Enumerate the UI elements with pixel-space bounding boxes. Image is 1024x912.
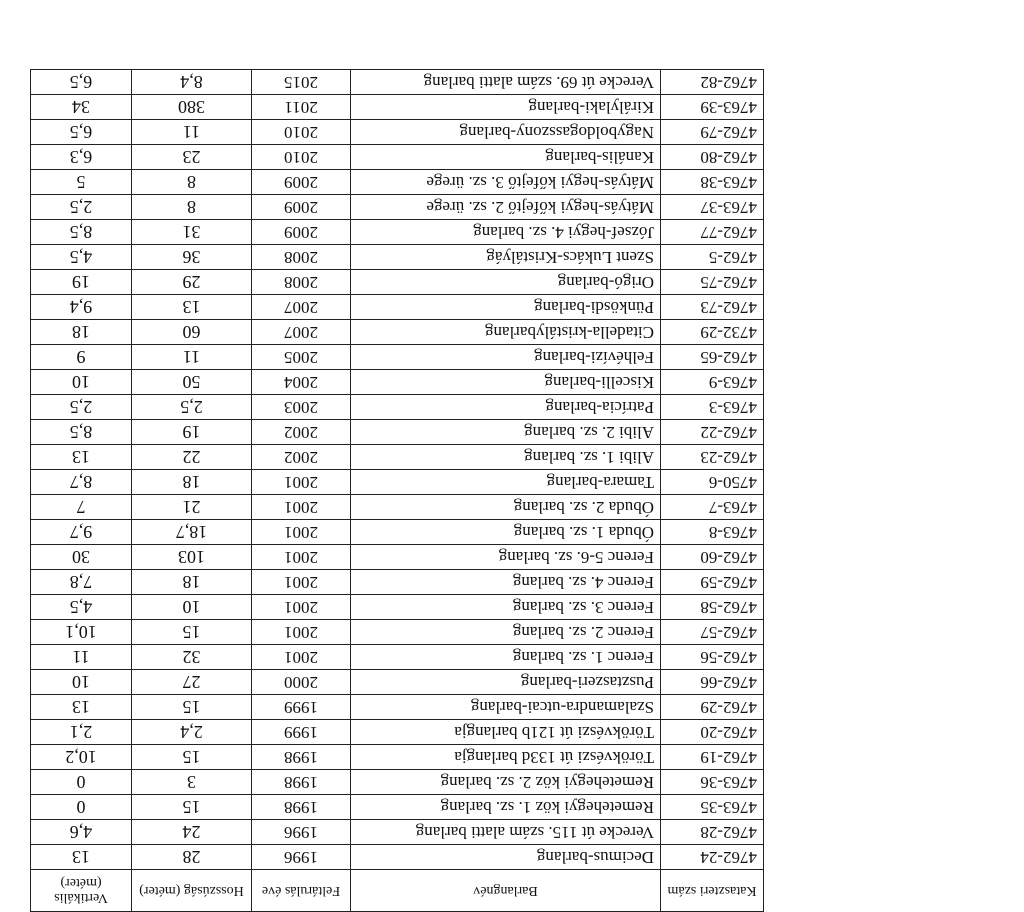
- cell-kataszteri: 4763-36: [661, 770, 764, 795]
- cell-hosszusag: 28: [132, 845, 252, 870]
- table-row: [31, 670, 764, 695]
- cell-barlangnev: Ferenc 4. sz. barlang: [351, 570, 661, 595]
- header-vertikalis: Vertikális (méter): [31, 870, 132, 912]
- cell-kataszteri: 4762-73: [661, 295, 764, 320]
- cell-feltarulas: 1998: [252, 795, 351, 820]
- cell-vertikalis: 34: [31, 95, 132, 120]
- cell-kataszteri: 4763-38: [661, 170, 764, 195]
- table-row: [31, 645, 764, 670]
- cell-feltarulas: 2001: [252, 595, 351, 620]
- cell-hosszusag: 3: [132, 770, 252, 795]
- cell-feltarulas: 2003: [252, 395, 351, 420]
- table-row: [31, 545, 764, 570]
- cell-feltarulas: 2000: [252, 670, 351, 695]
- table-header-row: [31, 870, 764, 912]
- cell-vertikalis: 13: [31, 695, 132, 720]
- cell-kataszteri: 4762-29: [661, 695, 764, 720]
- cell-vertikalis: 9,4: [31, 295, 132, 320]
- table-row: [31, 845, 764, 870]
- cell-feltarulas: 1999: [252, 720, 351, 745]
- cell-feltarulas: 2009: [252, 170, 351, 195]
- cell-feltarulas: 1998: [252, 745, 351, 770]
- cell-hosszusag: 380: [132, 95, 252, 120]
- cell-vertikalis: 30: [31, 545, 132, 570]
- cell-kataszteri: 4750-6: [661, 470, 764, 495]
- cell-kataszteri: 4762-82: [661, 70, 764, 95]
- cell-barlangnev: Origó-barlang: [351, 270, 661, 295]
- cell-vertikalis: 4,5: [31, 595, 132, 620]
- cell-barlangnev: Remetehegyi köz 2. sz. barlang: [351, 770, 661, 795]
- cell-vertikalis: 2,5: [31, 395, 132, 420]
- cell-hosszusag: 29: [132, 270, 252, 295]
- cell-hosszusag: 24: [132, 820, 252, 845]
- cell-vertikalis: 10: [31, 670, 132, 695]
- cell-hosszusag: 15: [132, 745, 252, 770]
- cell-barlangnev: Királylaki-barlang: [351, 95, 661, 120]
- cell-hosszusag: 8,4: [132, 70, 252, 95]
- cell-kataszteri: 4762-59: [661, 570, 764, 595]
- cell-barlangnev: Ferenc 2. sz. barlang: [351, 620, 661, 645]
- cell-barlangnev: Verecke út 69. szám alatti barlang: [351, 70, 661, 95]
- cell-vertikalis: 0: [31, 770, 132, 795]
- table-row: [31, 220, 764, 245]
- table-row: [31, 320, 764, 345]
- cell-feltarulas: 2009: [252, 195, 351, 220]
- cell-hosszusag: 11: [132, 120, 252, 145]
- cell-vertikalis: 2,1: [31, 720, 132, 745]
- cell-hosszusag: 2,5: [132, 395, 252, 420]
- cell-barlangnev: Szalamandra-utcai-barlang: [351, 695, 661, 720]
- cell-hosszusag: 15: [132, 620, 252, 645]
- cell-barlangnev: Patrícia-barlang: [351, 395, 661, 420]
- cell-kataszteri: 4763-3: [661, 395, 764, 420]
- cell-feltarulas: 2007: [252, 320, 351, 345]
- cell-barlangnev: Felhévízi-barlang: [351, 345, 661, 370]
- cell-vertikalis: 9,7: [31, 520, 132, 545]
- cell-kataszteri: 4732-29: [661, 320, 764, 345]
- table-row: [31, 70, 764, 95]
- cell-kataszteri: 4762-58: [661, 595, 764, 620]
- cell-vertikalis: 10: [31, 370, 132, 395]
- cell-kataszteri: 4762-80: [661, 145, 764, 170]
- cell-hosszusag: 36: [132, 245, 252, 270]
- cell-kataszteri: 4762-56: [661, 645, 764, 670]
- cell-hosszusag: 60: [132, 320, 252, 345]
- cell-feltarulas: 2001: [252, 545, 351, 570]
- cell-kataszteri: 4762-19: [661, 745, 764, 770]
- cell-vertikalis: 6,3: [31, 145, 132, 170]
- cell-kataszteri: 4762-77: [661, 220, 764, 245]
- cell-kataszteri: 4762-66: [661, 670, 764, 695]
- cell-hosszusag: 10: [132, 595, 252, 620]
- table-row: [31, 820, 764, 845]
- cell-vertikalis: 8,7: [31, 470, 132, 495]
- cell-feltarulas: 2002: [252, 420, 351, 445]
- cell-barlangnev: Alibi 1. sz. barlang: [351, 445, 661, 470]
- cell-hosszusag: 32: [132, 645, 252, 670]
- table-row: [31, 145, 764, 170]
- cell-kataszteri: 4762-57: [661, 620, 764, 645]
- table-row: [31, 295, 764, 320]
- cell-barlangnev: Remetehegyi köz 1. sz. barlang: [351, 795, 661, 820]
- cell-vertikalis: 6,5: [31, 120, 132, 145]
- table-row: [31, 470, 764, 495]
- cell-hosszusag: 13: [132, 295, 252, 320]
- cell-feltarulas: 2001: [252, 495, 351, 520]
- cell-feltarulas: 2009: [252, 220, 351, 245]
- cell-kataszteri: 4762-28: [661, 820, 764, 845]
- cell-barlangnev: Citadella-kristálybarlang: [351, 320, 661, 345]
- cell-vertikalis: 7: [31, 495, 132, 520]
- table-row: [31, 695, 764, 720]
- cell-vertikalis: 4,6: [31, 820, 132, 845]
- table-row: [31, 395, 764, 420]
- cell-hosszusag: 31: [132, 220, 252, 245]
- table-row: [31, 245, 764, 270]
- cell-kataszteri: 4762-24: [661, 845, 764, 870]
- cell-barlangnev: Verecke út 115. szám alatti barlang: [351, 820, 661, 845]
- cell-barlangnev: Nagyboldogasszony-barlang: [351, 120, 661, 145]
- table-row: [31, 720, 764, 745]
- cell-feltarulas: 2007: [252, 295, 351, 320]
- cell-hosszusag: 22: [132, 445, 252, 470]
- cell-barlangnev: Mátyás-hegyi kőfejtő 3. sz. ürege: [351, 170, 661, 195]
- cell-kataszteri: 4763-35: [661, 795, 764, 820]
- cell-hosszusag: 18: [132, 470, 252, 495]
- cell-vertikalis: 8,5: [31, 220, 132, 245]
- cell-hosszusag: 18: [132, 570, 252, 595]
- table-row: [31, 795, 764, 820]
- cell-feltarulas: 2001: [252, 470, 351, 495]
- cell-barlangnev: Tamara-barlang: [351, 470, 661, 495]
- cell-barlangnev: Törökvészi út 133d barlangja: [351, 745, 661, 770]
- table-row: [31, 570, 764, 595]
- table-row: [31, 370, 764, 395]
- table-row: [31, 95, 764, 120]
- cell-barlangnev: Óbuda 2. sz. barlang: [351, 495, 661, 520]
- cell-feltarulas: 2001: [252, 520, 351, 545]
- cell-kataszteri: 4762-22: [661, 420, 764, 445]
- cell-kataszteri: 4763-37: [661, 195, 764, 220]
- cell-vertikalis: 10,1: [31, 620, 132, 645]
- table-row: [31, 595, 764, 620]
- header-feltarulas: Feltárulás éve: [252, 870, 351, 912]
- cell-hosszusag: 18,7: [132, 520, 252, 545]
- table-row: [31, 170, 764, 195]
- table-row: [31, 195, 764, 220]
- cell-hosszusag: 11: [132, 345, 252, 370]
- cell-kataszteri: 4763-8: [661, 520, 764, 545]
- cell-hosszusag: 19: [132, 420, 252, 445]
- cell-hosszusag: 2,4: [132, 720, 252, 745]
- table-row: [31, 345, 764, 370]
- cell-barlangnev: Pünkösdi-barlang: [351, 295, 661, 320]
- cell-barlangnev: Alibi 2. sz. barlang: [351, 420, 661, 445]
- cell-feltarulas: 2008: [252, 245, 351, 270]
- cell-hosszusag: 15: [132, 795, 252, 820]
- cell-feltarulas: 1999: [252, 695, 351, 720]
- cell-feltarulas: 2010: [252, 145, 351, 170]
- cell-feltarulas: 2001: [252, 645, 351, 670]
- cell-vertikalis: 19: [31, 270, 132, 295]
- cell-kataszteri: 4762-23: [661, 445, 764, 470]
- cell-vertikalis: 7,8: [31, 570, 132, 595]
- cell-barlangnev: Ferenc 3. sz. barlang: [351, 595, 661, 620]
- cell-barlangnev: Ferenc 1. sz. barlang: [351, 645, 661, 670]
- cell-vertikalis: 11: [31, 645, 132, 670]
- cell-feltarulas: 2015: [252, 70, 351, 95]
- cell-feltarulas: 2008: [252, 270, 351, 295]
- cell-kataszteri: 4762-20: [661, 720, 764, 745]
- cell-barlangnev: Óbuda 1. sz. barlang: [351, 520, 661, 545]
- cell-kataszteri: 4763-39: [661, 95, 764, 120]
- cell-hosszusag: 103: [132, 545, 252, 570]
- cell-vertikalis: 8,5: [31, 420, 132, 445]
- cell-kataszteri: 4762-5: [661, 245, 764, 270]
- cell-vertikalis: 9: [31, 345, 132, 370]
- cell-feltarulas: 2001: [252, 570, 351, 595]
- cell-kataszteri: 4762-75: [661, 270, 764, 295]
- cell-hosszusag: 8: [132, 170, 252, 195]
- cell-vertikalis: 2,5: [31, 195, 132, 220]
- cell-barlangnev: Szent Lukács-Kristályág: [351, 245, 661, 270]
- cell-kataszteri: 4762-79: [661, 120, 764, 145]
- cell-hosszusag: 23: [132, 145, 252, 170]
- cell-vertikalis: 13: [31, 445, 132, 470]
- cell-feltarulas: 2010: [252, 120, 351, 145]
- cell-feltarulas: 2004: [252, 370, 351, 395]
- cell-barlangnev: Kanális-barlang: [351, 145, 661, 170]
- cell-hosszusag: 27: [132, 670, 252, 695]
- cell-kataszteri: 4762-65: [661, 345, 764, 370]
- cell-feltarulas: 2005: [252, 345, 351, 370]
- cell-hosszusag: 50: [132, 370, 252, 395]
- cell-barlangnev: Kiscelli-barlang: [351, 370, 661, 395]
- table-row: [31, 770, 764, 795]
- table-row: [31, 445, 764, 470]
- cell-barlangnev: Törökvészi út 121b barlangja: [351, 720, 661, 745]
- cell-barlangnev: Mátyás-hegyi kőfejtő 2. sz. ürege: [351, 195, 661, 220]
- header-hosszusag: Hosszúság (méter): [132, 870, 252, 912]
- cell-kataszteri: 4762-60: [661, 545, 764, 570]
- header-barlangnev: Barlangnév: [351, 870, 661, 912]
- cell-vertikalis: 18: [31, 320, 132, 345]
- cell-kataszteri: 4763-7: [661, 495, 764, 520]
- cell-feltarulas: 1998: [252, 770, 351, 795]
- cell-feltarulas: 1996: [252, 820, 351, 845]
- cell-feltarulas: 1996: [252, 845, 351, 870]
- cell-vertikalis: 13: [31, 845, 132, 870]
- cell-vertikalis: 10,2: [31, 745, 132, 770]
- table-row: [31, 120, 764, 145]
- table-row: [31, 620, 764, 645]
- cell-vertikalis: 4,5: [31, 245, 132, 270]
- cell-hosszusag: 15: [132, 695, 252, 720]
- header-kataszteri: Kataszteri szám: [661, 870, 764, 912]
- cell-hosszusag: 21: [132, 495, 252, 520]
- cell-hosszusag: 8: [132, 195, 252, 220]
- table-row: [31, 745, 764, 770]
- cell-barlangnev: Decimus-barlang: [351, 845, 661, 870]
- cell-vertikalis: 5: [31, 170, 132, 195]
- cell-feltarulas: 2001: [252, 620, 351, 645]
- cell-vertikalis: 6,5: [31, 70, 132, 95]
- table-body: [31, 70, 764, 870]
- cell-barlangnev: Pusztaszeri-barlang: [351, 670, 661, 695]
- cell-kataszteri: 4763-9: [661, 370, 764, 395]
- cell-feltarulas: 2002: [252, 445, 351, 470]
- table-row: [31, 520, 764, 545]
- table-row: [31, 495, 764, 520]
- cell-barlangnev: József-hegyi 4. sz. barlang: [351, 220, 661, 245]
- table-row: [31, 270, 764, 295]
- cell-barlangnev: Ferenc 5-6. sz. barlang: [351, 545, 661, 570]
- table-row: [31, 420, 764, 445]
- cell-vertikalis: 0: [31, 795, 132, 820]
- cell-feltarulas: 2011: [252, 95, 351, 120]
- cave-table: [30, 69, 764, 912]
